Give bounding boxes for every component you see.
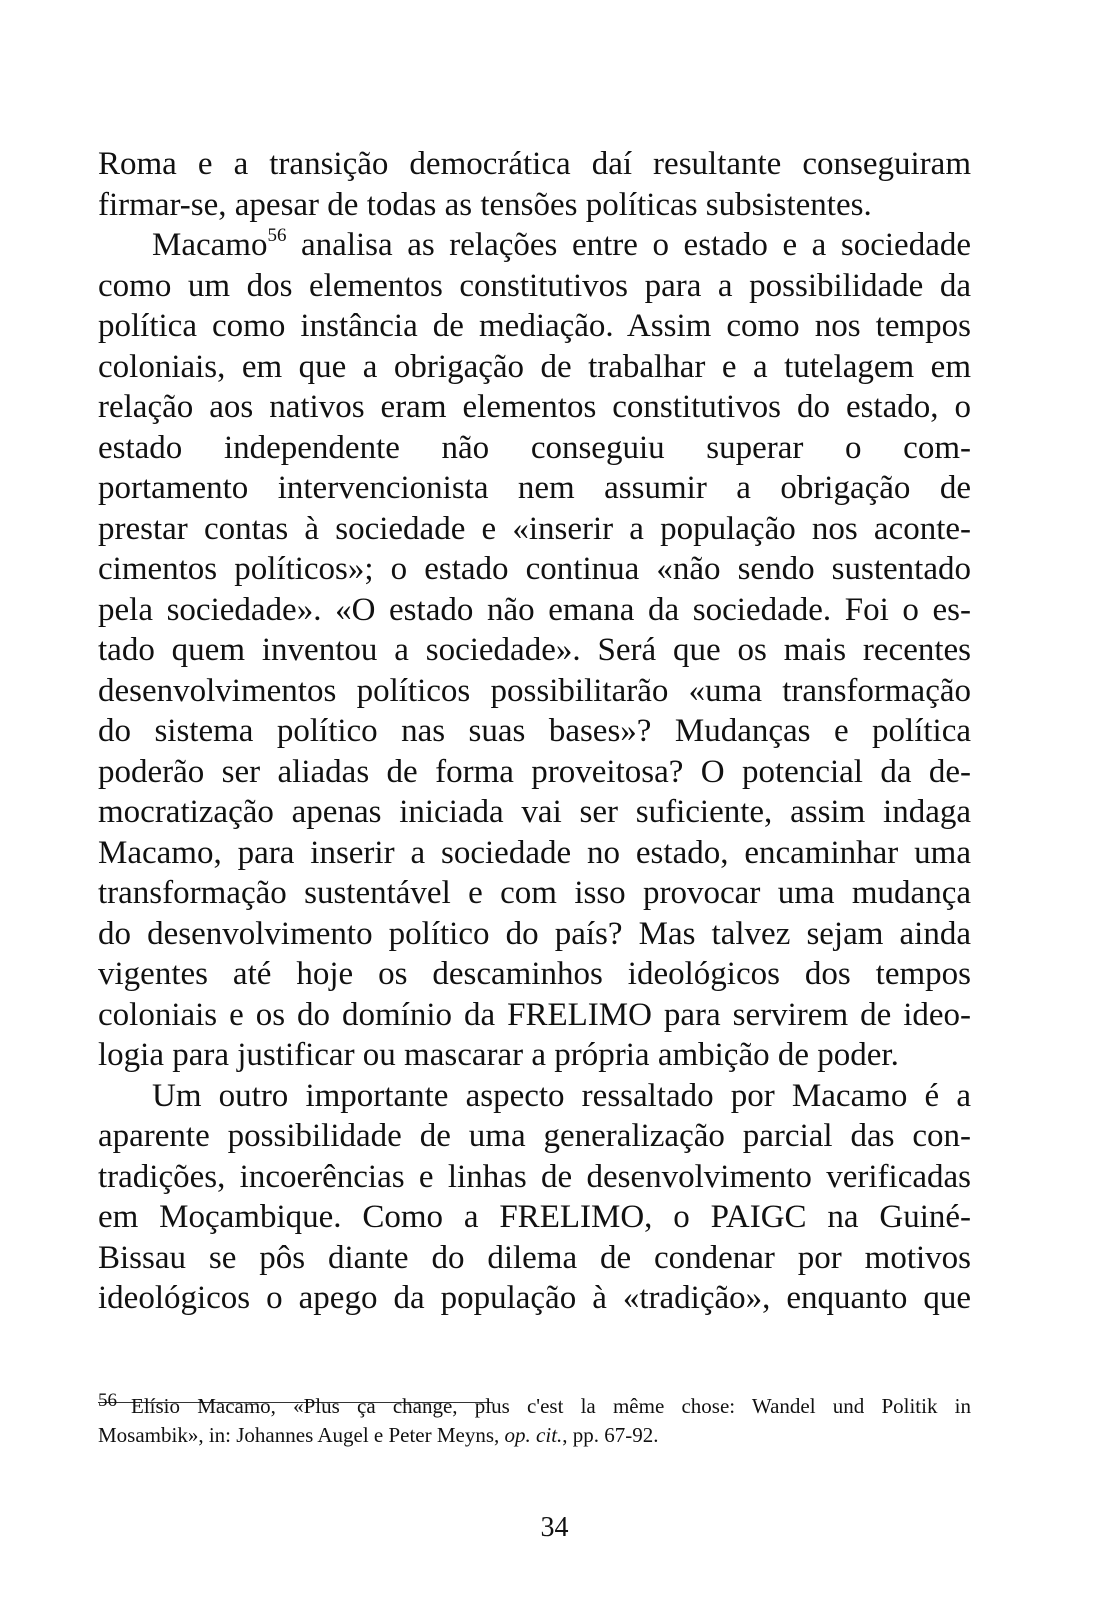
body-line-7: relação aos nativos eram elementos constitutivos do estado, o (98, 389, 971, 425)
body-line-4: como um dos elementos constitutivos para a possibilidade da (98, 268, 971, 304)
body-line-14: desenvolvimentos políticos possibilitarão «uma transformação (98, 673, 971, 709)
body-line-8: estado independente não conseguiu superar o com- (98, 430, 971, 466)
body-line-12: pela sociedade». «O estado não emana da sociedade. Foi o es- (98, 592, 971, 628)
footnote-ref-word: Macamo (152, 227, 268, 263)
body-line-5: política como instância de mediação. Assim como nos tempos (98, 308, 971, 344)
body-line-11: cimentos políticos»; o estado continua «não sendo sustentado (98, 551, 971, 587)
footnote-ref-number[interactable]: 56 (267, 225, 287, 246)
footnote-line-1 (98, 1392, 971, 1420)
footnote-number: 56 (98, 1390, 117, 1411)
body-line-17: mocratização apenas iniciada vai ser suficiente, assim indaga (98, 794, 971, 830)
footnote-text-1: Elísio Macamo, «Plus ça change, plus c'est la même chose: Wandel und Politik in (131, 1394, 971, 1418)
body-line-15: do sistema político nas suas bases»? Mudanças e política (98, 713, 971, 749)
body-line-16: poderão ser aliadas de forma proveitosa? O potencial da de- (98, 754, 971, 790)
body-line-18: Macamo, para inserir a sociedade no estado, encaminhar uma (98, 835, 971, 871)
body-line-6: coloniais, em que a obrigação de trabalhar e a tutelagem em (98, 349, 971, 385)
body-line-2: firmar-se, apesar de todas as tensões políticas subsistentes. (98, 187, 872, 223)
body-line-28: Bissau se pôs diante do dilema de condenar por motivos (98, 1240, 971, 1276)
footnote-line-2: Mosambik», in: Johannes Augel e Peter Meyns, op. cit., pp. 67-92. (98, 1423, 659, 1447)
body-line-13: tado quem inventou a sociedade». Será que os mais recentes (98, 632, 971, 668)
body-line-22: coloniais e os do domínio da FRELIMO para servirem de ideo- (98, 997, 971, 1033)
body-line-1: Roma e a transição democrática daí resultante conseguiram (98, 146, 971, 182)
body-line-27: em Moçambique. Como a FRELIMO, o PAIGC na Guiné- (98, 1199, 971, 1235)
body-line-3: Macamo$^{56}$ analisa as relações entre o estado e a sociedade (152, 225, 971, 263)
body-line-9: portamento intervencionista nem assumir a obrigação de (98, 470, 971, 506)
body-line-26: tradições, incoerências e linhas de desenvolvimento verificadas (98, 1159, 971, 1195)
body-line-20: do desenvolvimento político do país? Mas talvez sejam ainda (98, 916, 971, 952)
body-line-19: transformação sustentável e com isso provocar uma mudança (98, 875, 971, 911)
body-line-29: ideológicos o apego da população à «tradição», enquanto que (98, 1280, 971, 1316)
body-line-24: Um outro importante aspecto ressaltado por Macamo é a (152, 1078, 971, 1114)
body-line-10: prestar contas à sociedade e «inserir a população nos aconte- (98, 511, 971, 547)
body-line-23: logia para justificar ou mascarar a própria ambição de poder. (98, 1037, 899, 1073)
body-line-25: aparente possibilidade de uma generalização parcial das con- (98, 1118, 971, 1154)
footnote-op-cit: op. cit. (504, 1423, 563, 1447)
body-line-21: vigentes até hoje os descaminhos ideológicos dos tempos (98, 956, 971, 992)
page-number: 34 (540, 1512, 569, 1543)
